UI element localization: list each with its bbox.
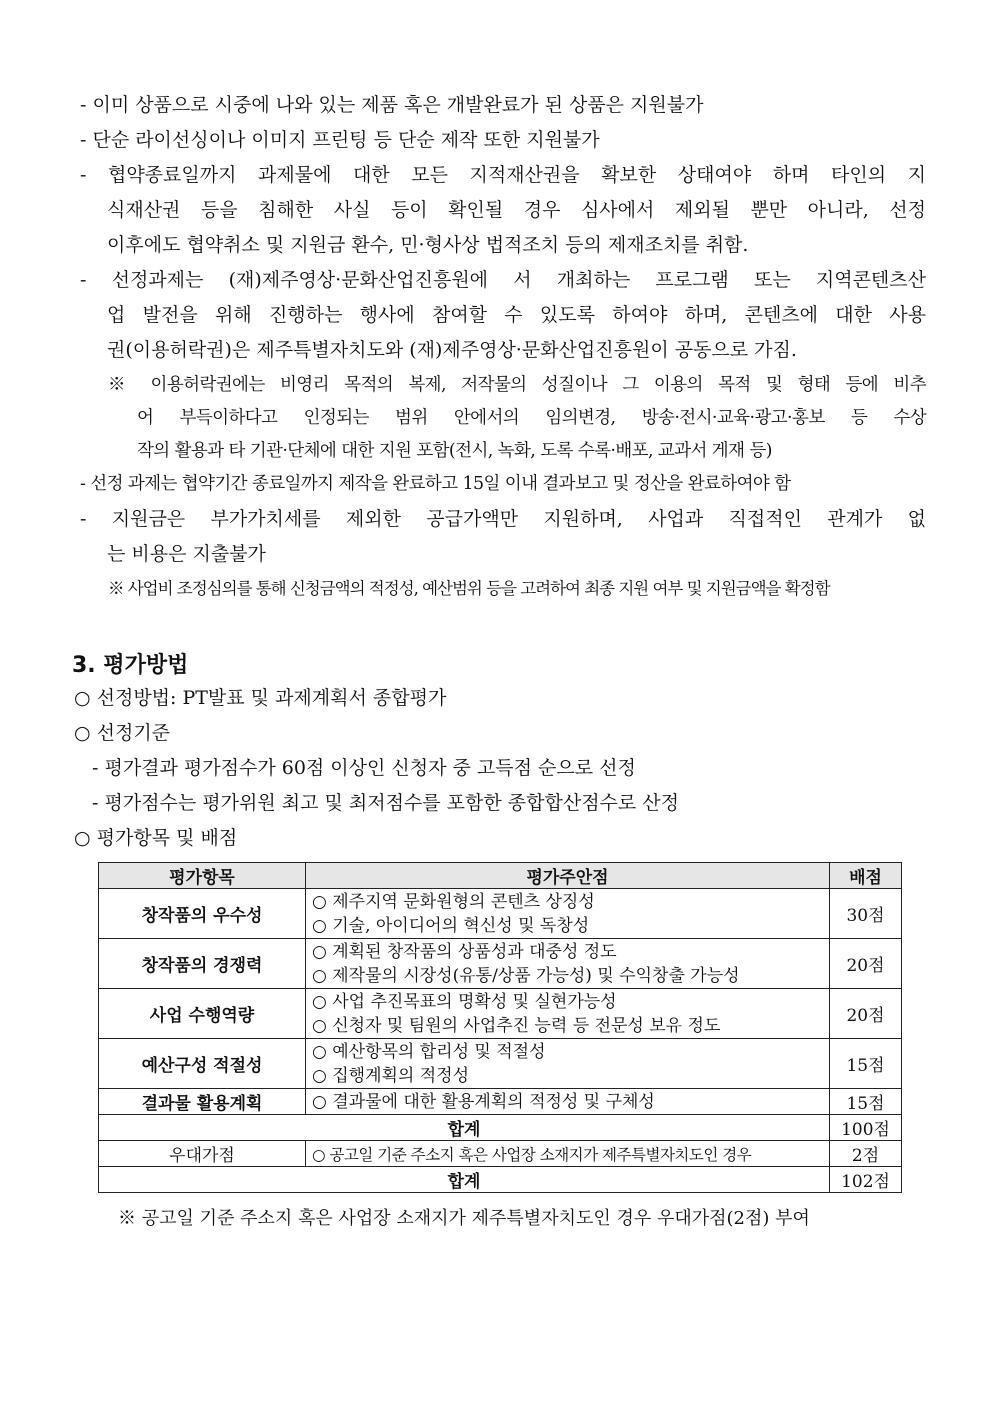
section-heading: 3. 평가방법 (72, 653, 189, 678)
subtotal-label: 합계 (99, 1115, 830, 1141)
row-item: 창작품의 우수성 (99, 889, 306, 939)
bullet-line: - 평가결과 평가점수가 60점 이상인 신청자 중 고득점 순으로 선정 (92, 757, 636, 779)
row-score: 20점 (830, 939, 902, 989)
bonus-row (99, 1141, 902, 1167)
row-criteria (306, 939, 830, 989)
criterion: ○ 제작물의 시장성(유통/상품 가능성) 및 수익창출 가능성 (312, 965, 740, 986)
text-line: - 선정과제는 (재)제주영상·문화산업진흥원에 서 개최하는 프로그램 또는 지역콘텐츠산 (80, 269, 926, 291)
evaluation-table (98, 862, 902, 1193)
bonus-criteria: ○ 공고일 기준 주소지 혹은 사업장 소재지가 제주특별자치도인 경우 (306, 1141, 830, 1167)
table-row (99, 889, 902, 939)
text-line: - 단순 라이선싱이나 이미지 프린팅 등 단순 제작 또한 지원불가 (80, 129, 600, 151)
total-label: 합계 (99, 1167, 830, 1193)
row-score: 20점 (830, 989, 902, 1039)
text-line: - 선정 과제는 협약기간 종료일까지 제작을 완료하고 15일 이내 결과보고 및 정산을 완료하여야 함 (80, 474, 791, 494)
row-criteria (306, 989, 830, 1039)
bullet-line: ○ 선정기준 (74, 722, 171, 744)
criterion: ○ 예산항목의 합리성 및 적절성 (312, 1041, 546, 1062)
note-line: ※ 사업비 조정심의를 통해 신청금액의 적정성, 예산범위 등을 고려하여 최종 지원 여부 및 지원금액을 확정함 (108, 579, 830, 598)
text-line: - 이미 상품으로 시중에 나와 있는 제품 혹은 개발완료가 된 상품은 지원불가 (80, 94, 704, 116)
text-line: - 지원금은 부가가치세를 제외한 공급가액만 지원하며, 사업과 직접적인 관계가 없 (80, 508, 926, 530)
criterion: ○ 집행계획의 적정성 (312, 1065, 470, 1086)
row-score: 15점 (830, 1039, 902, 1089)
row-item: 예산구성 적절성 (99, 1039, 306, 1089)
note-line: 작의 활용과 타 기관·단체에 대한 지원 포함(전시, 녹화, 도록 수록·배포, 교과서 게재 등) (137, 441, 772, 461)
criterion: ○ 신청자 및 팀원의 사업추진 능력 등 전문성 보유 정도 (312, 1015, 721, 1036)
table-header-row (99, 863, 902, 889)
criterion: ○ 제주지역 문화원형의 콘텐츠 상징성 (312, 891, 595, 912)
table-row (99, 939, 902, 989)
header-criteria: 평가주안점 (306, 863, 830, 889)
row-score: 15점 (830, 1089, 902, 1115)
row-criteria (306, 1089, 830, 1115)
criterion: ○ 기술, 아이디어의 혁신성 및 독창성 (312, 915, 590, 936)
header-item: 평가항목 (99, 863, 306, 889)
text-line: 이후에도 협약취소 및 지원금 환수, 민·형사상 법적조치 등의 제재조치를 취함. (107, 234, 749, 256)
note-line: ※ 이용허락권에는 비영리 목적의 복제, 저작물의 성질이나 그 이용의 목적 및 형태 등에 비추 (108, 375, 926, 395)
subtotal-score: 100점 (830, 1115, 902, 1141)
note-line: 어 부득이하다고 인정되는 범위 안에서의 임의변경, 방송·전시·교육·광고·홍보 등 수상 (137, 408, 926, 428)
header-score: 배점 (830, 863, 902, 889)
text-line: 식재산권 등을 침해한 사실 등이 확인될 경우 심사에서 제외될 뿐만 아니라, 선정 (107, 199, 926, 221)
row-score: 30점 (830, 889, 902, 939)
row-item: 결과물 활용계획 (99, 1089, 306, 1115)
table-row (99, 989, 902, 1039)
text-line: 권(이용허락권)은 제주특별자치도와 (재)제주영상·문화산업진흥원이 공동으로 가짐. (107, 339, 797, 361)
subtotal-row (99, 1115, 902, 1141)
text-line: 업 발전을 위해 진행하는 행사에 참여할 수 있도록 하여야 하며, 콘텐츠에 대한 사용 (107, 304, 926, 326)
row-criteria (306, 889, 830, 939)
criterion: ○ 계획된 창작품의 상품성과 대중성 정도 (312, 941, 617, 962)
row-criteria (306, 1039, 830, 1089)
criterion: ○ 결과물에 대한 활용계획의 적정성 및 구체성 (312, 1091, 655, 1112)
bonus-item: 우대가점 (99, 1141, 306, 1167)
bullet-line: ○ 평가항목 및 배점 (74, 827, 238, 849)
footnote: ※ 공고일 기준 주소지 혹은 사업장 소재지가 제주특별자치도인 경우 우대가점(2점) 부여 (118, 1208, 810, 1229)
total-score: 102점 (830, 1167, 902, 1193)
text-line: 는 비용은 지출불가 (107, 543, 266, 565)
total-row (99, 1167, 902, 1193)
bonus-score: 2점 (830, 1141, 902, 1167)
row-item: 창작품의 경쟁력 (99, 939, 306, 989)
criterion: ○ 사업 추진목표의 명확성 및 실현가능성 (312, 991, 617, 1012)
table-row (99, 1039, 902, 1089)
row-item: 사업 수행역량 (99, 989, 306, 1039)
table-row (99, 1089, 902, 1115)
text-line: - 협약종료일까지 과제물에 대한 모든 지적재산권을 확보한 상태여야 하며 타인의 지 (80, 164, 926, 186)
bullet-line: ○ 선정방법: PT발표 및 과제계획서 종합평가 (74, 687, 447, 709)
bullet-line: - 평가점수는 평가위원 최고 및 최저점수를 포함한 종합합산점수로 산정 (92, 792, 680, 814)
